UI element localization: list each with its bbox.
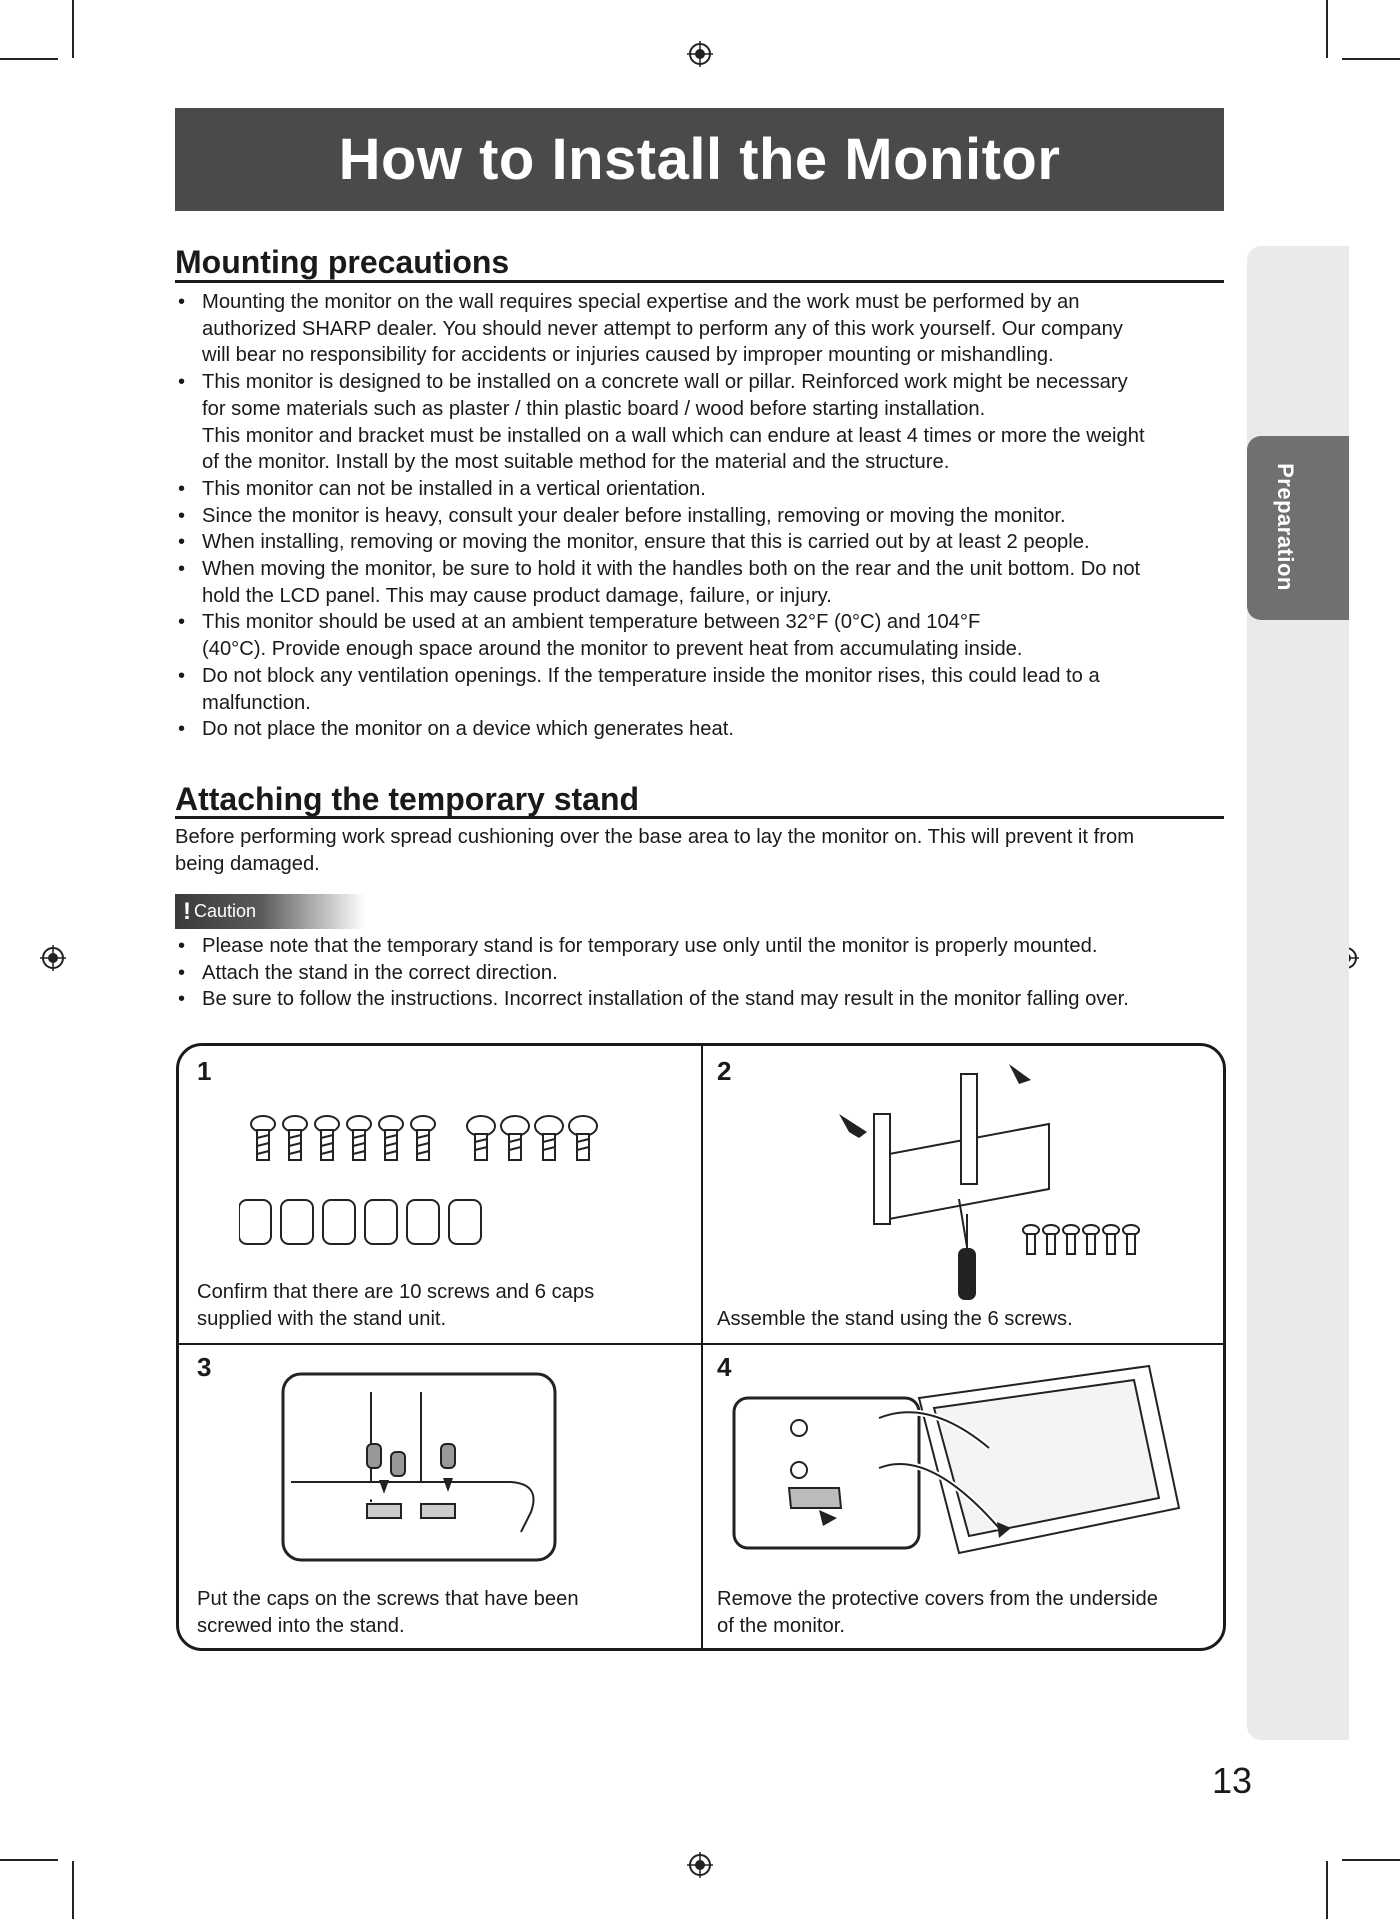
step-number: 2 [717, 1056, 732, 1086]
list-item: • Do not place the monitor on a device which generates heat. [178, 718, 734, 741]
crop-mark [72, 1861, 74, 1919]
step-caption: Put the caps on the screws that have been screwed into the stand. [197, 1588, 579, 1637]
list-item: • When moving the monitor, be sure to hold it with the handles both on the rear and the unit bottom. Do not hold the LCD panel. This may cause product damage, failure, or injury. [178, 558, 1141, 607]
list-item: • Do not block any ventilation openings. If the temperature inside the monitor rises, this could lead to a malfunction. [178, 664, 1100, 714]
step-number: 1 [197, 1056, 212, 1086]
step-caption: Remove the protective covers from the underside of the monitor. [717, 1588, 1158, 1637]
crop-mark [1342, 1859, 1400, 1861]
registration-mark-icon [40, 945, 66, 971]
list-item: • Be sure to follow the instructions. Incorrect installation of the stand may result in the monitor falling over. [178, 988, 1129, 1011]
stand-assembly-illustration [819, 1054, 1179, 1324]
temporary-stand-intro: Before performing work spread cushioning over the base area to lay the monitor on. This will prevent it from being damaged. [175, 826, 1135, 875]
list-item: • This monitor can not be installed in a vertical orientation. [178, 477, 706, 500]
mounting-precautions-heading: Mounting precautions [175, 244, 1224, 283]
caution-label: ! Caution [175, 894, 365, 929]
mounting-precautions-list [175, 289, 1230, 743]
remove-covers-illustration [729, 1358, 1219, 1573]
page-number: 13 [1212, 1760, 1253, 1801]
list-item: • This monitor should be used at an ambient temperature between 32°F (0°C) and 104°F (40°C). Provide enough space around the monitor to prevent heat from accumulating inside. [178, 611, 1023, 661]
list-item: • Attach the stand in the correct direction. [178, 961, 558, 984]
registration-mark-icon [687, 1852, 713, 1878]
crop-mark [1326, 1861, 1328, 1919]
title-banner [175, 108, 1224, 211]
step-caption: Confirm that there are 10 screws and 6 caps supplied with the stand unit. [197, 1281, 595, 1330]
crop-mark [0, 58, 58, 60]
crop-mark [1326, 0, 1328, 58]
side-tab-label: Preparation [1273, 463, 1299, 591]
list-item: • When installing, removing or moving the monitor, ensure that this is carried out by at least 2 people. [178, 531, 1090, 554]
list-item: • This monitor is designed to be installed on a concrete wall or pillar. Reinforced work might be necessary for some materials such as plaster / thin plastic board / wood before starting installation. This monitor and bracket must be installed on a wall which can endure at least 4 times or more the weight of the monitor. Install by the most suitable method for the material and the structure. [178, 371, 1145, 474]
list-item: • Since the monitor is heavy, consult your dealer before installing, removing or moving the monitor. [178, 504, 1066, 527]
crop-mark [0, 1859, 58, 1861]
crop-mark [72, 0, 74, 58]
divider [179, 1343, 1223, 1345]
list-item: • Mounting the monitor on the wall requires special expertise and the work must be performed by an authorized SHARP dealer. You should never attempt to perform any of this work yourself. Our company will bear no responsibility for accidents or injuries caused by improper mounting or mishandling. [178, 291, 1123, 367]
divider [701, 1046, 703, 1648]
crop-mark [1342, 58, 1400, 60]
temporary-stand-heading: Attaching the temporary stand [175, 781, 1224, 819]
step-number: 4 [717, 1352, 732, 1382]
steps-panel [176, 1043, 1226, 1651]
caution-list [175, 933, 1230, 1013]
screws-and-caps-illustration [239, 1114, 659, 1294]
cap-attachment-illustration [281, 1372, 557, 1562]
registration-mark-icon [687, 41, 713, 67]
page-title: How to Install the Monitor [338, 127, 1061, 192]
step-number: 3 [197, 1352, 212, 1382]
exclamation-icon: ! [183, 897, 191, 925]
step-caption: Assemble the stand using the 6 screws. [717, 1308, 1073, 1330]
list-item: • Please note that the temporary stand is for temporary use only until the monitor is properly mounted. [178, 935, 1098, 957]
